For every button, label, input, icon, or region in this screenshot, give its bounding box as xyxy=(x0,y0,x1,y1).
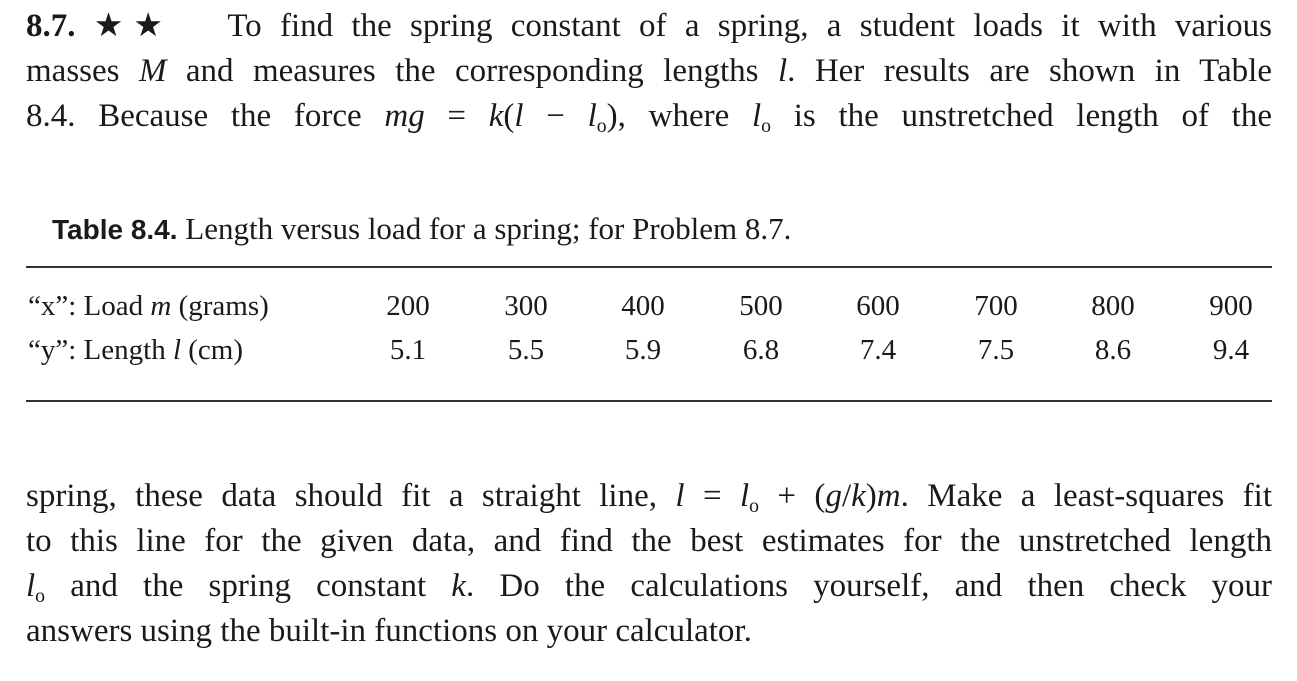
table-caption xyxy=(52,207,791,252)
table-cell: 5.1 xyxy=(389,334,427,366)
text-fragment: / xyxy=(841,478,852,514)
table-cell: 800 xyxy=(1091,290,1135,322)
text-fragment: = xyxy=(684,478,740,514)
problem-statement-bottom xyxy=(26,474,1272,654)
table-cell: 9.4 xyxy=(1212,334,1250,366)
table-caption-text: Length versus load for a spring; for Problem 8.7. xyxy=(185,211,792,246)
var-k: k xyxy=(451,568,466,604)
table-cell: 300 xyxy=(504,290,548,322)
row-label-length xyxy=(28,329,243,371)
table-cell: 5.5 xyxy=(507,334,545,366)
text-fragment: ) xyxy=(865,478,877,514)
text-fragment: spring, these data should fit a straight line, xyxy=(26,478,676,514)
text-fragment: . Make a least-squares fit xyxy=(900,478,1272,514)
table-cell: 7.4 xyxy=(859,334,897,366)
problem-statement-top xyxy=(26,4,1272,139)
var-k: k xyxy=(488,98,504,134)
var-l: l xyxy=(172,334,182,366)
var-k: k xyxy=(851,478,866,514)
label-text: “y”: Length xyxy=(28,334,173,366)
problem-line-1 xyxy=(26,4,1272,49)
var-m: m xyxy=(876,478,901,514)
var-l: l xyxy=(587,98,597,134)
problem-number: 8.7. xyxy=(26,8,76,44)
subscript-o: o xyxy=(35,585,46,607)
table-row-length xyxy=(26,329,1272,371)
table-cell: 5.9 xyxy=(624,334,662,366)
table-caption-label: Table 8.4. xyxy=(52,214,178,245)
subscript-o: o xyxy=(761,115,772,137)
var-M: M xyxy=(138,53,167,89)
table-cell: 500 xyxy=(739,290,783,322)
continuation-line-1 xyxy=(26,474,1272,519)
text-fragment: 8.4. Because the force xyxy=(26,98,385,134)
var-l: l xyxy=(514,98,524,134)
table-cell: 7.5 xyxy=(977,334,1015,366)
label-unit: (cm) xyxy=(181,334,244,366)
text-fragment: is the unstretched length of the xyxy=(771,98,1272,134)
text-fragment: and the spring constant xyxy=(45,568,452,604)
text-fragment: = xyxy=(424,98,489,134)
text-fragment: . Do the calculations yourself, and then check your xyxy=(465,568,1273,604)
table-bottom-rule xyxy=(26,400,1272,402)
table-cell: 200 xyxy=(386,290,430,322)
problem-line-2 xyxy=(26,49,1272,94)
continuation-line-3 xyxy=(26,564,1272,609)
var-m: m xyxy=(150,290,172,322)
label-unit: (grams) xyxy=(171,290,269,322)
table-cell: 400 xyxy=(621,290,665,322)
text-fragment: ( xyxy=(503,98,515,134)
table-cell: 700 xyxy=(974,290,1018,322)
table-top-rule xyxy=(26,266,1272,268)
table-cell: 900 xyxy=(1209,290,1253,322)
text-fragment: ), where xyxy=(606,98,752,134)
text-fragment: and measures the corresponding lengths xyxy=(166,53,778,89)
problem-line-3 xyxy=(26,94,1272,139)
var-l: l xyxy=(739,478,750,514)
var-l: l xyxy=(751,98,762,134)
text-fragment: . Her results are shown in Table xyxy=(787,53,1272,89)
subscript-o: o xyxy=(749,495,760,517)
var-l: l xyxy=(26,568,36,604)
table-row-load xyxy=(26,285,1272,327)
problem-line-1-text: To find the spring constant of a spring, a student loads it with various xyxy=(227,8,1273,44)
var-l: l xyxy=(777,53,788,89)
difficulty-stars-icon: ★★ xyxy=(93,8,174,44)
continuation-line-4: answers using the built-in functions on your calculator. xyxy=(26,613,752,649)
table-cell: 8.6 xyxy=(1094,334,1132,366)
text-fragment: masses xyxy=(26,53,139,89)
label-text: “x”: Load xyxy=(28,290,151,322)
var-g: g xyxy=(825,478,842,514)
text-fragment: − xyxy=(523,98,588,134)
table-cell: 600 xyxy=(856,290,900,322)
var-l: l xyxy=(675,478,685,514)
var-mg: mg xyxy=(384,98,425,134)
table-cell: 6.8 xyxy=(742,334,780,366)
continuation-line-2: to this line for the given data, and find the best estimates for the unstretched length xyxy=(26,523,1272,559)
text-fragment: + ( xyxy=(759,478,826,514)
subscript-o: o xyxy=(596,115,607,137)
row-label-load xyxy=(28,285,269,327)
